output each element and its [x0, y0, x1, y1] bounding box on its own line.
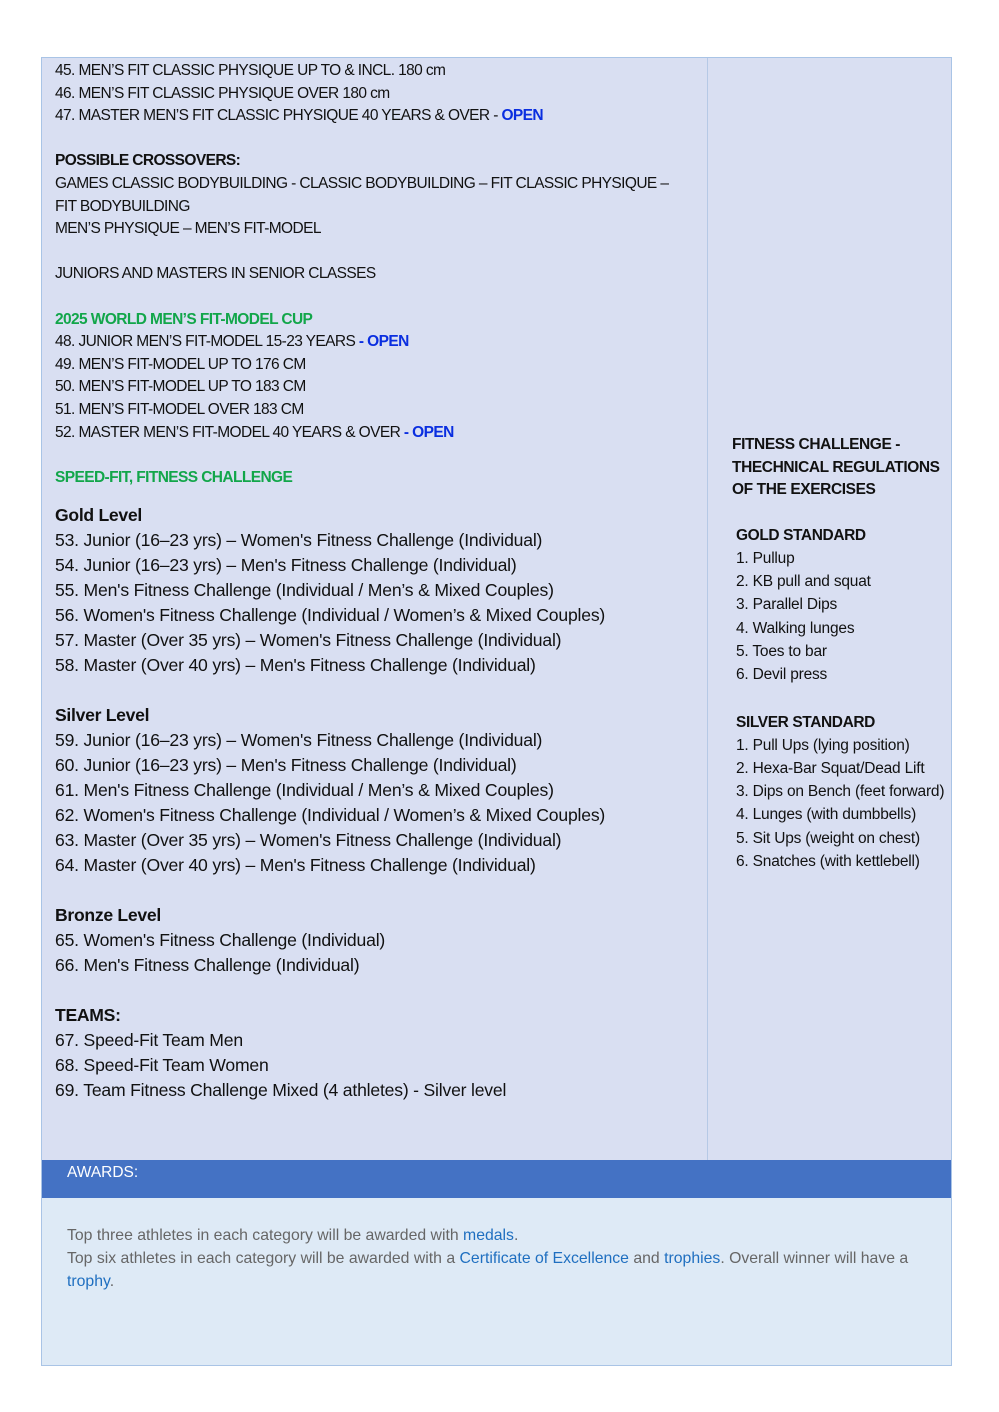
open-badge: OPEN	[501, 107, 543, 125]
crossover-line: FIT BODYBUILDING	[55, 197, 190, 215]
gold-standard-heading: GOLD STANDARD	[736, 526, 866, 544]
silver-exercise: 5. Sit Ups (weight on chest)	[736, 829, 920, 847]
category-60: 60. Junior (16–23 yrs) – Men's Fitness Challenge (Individual)	[55, 755, 517, 776]
awards-line-certificates	[67, 1247, 921, 1293]
awards-text: and	[628, 1250, 665, 1268]
gold-exercise: 6. Devil press	[736, 666, 828, 684]
category-64: 64. Master (Over 40 yrs) – Men's Fitness Challenge (Individual)	[55, 855, 536, 876]
certificate-link[interactable]: Certificate of Excellence	[459, 1250, 629, 1268]
category-text: 45. MEN’S FIT CLASSIC PHYSIQUE UP TO & INCL. 180 cm	[55, 62, 446, 79]
silver-standard-heading: SILVER STANDARD	[736, 713, 875, 731]
fit-model-heading: 2025 WORLD MEN’S FIT-MODEL CUP	[55, 310, 313, 328]
speedfit-heading: SPEED-FIT, FITNESS CHALLENGE	[55, 468, 293, 486]
awards-text: Top six athletes in each category will be awarded with a	[67, 1250, 460, 1268]
open-badge: - OPEN	[355, 333, 409, 351]
categories-document	[41, 57, 952, 1366]
category-54: 54. Junior (16–23 yrs) – Men's Fitness Challenge (Individual)	[55, 555, 517, 576]
category-53: 53. Junior (16–23 yrs) – Women's Fitness Challenge (Individual)	[55, 530, 543, 551]
trophy-link[interactable]: trophy	[67, 1273, 110, 1291]
regulations-heading-line: THECHNICAL REGULATIONS	[732, 458, 940, 476]
category-text: 48. JUNIOR MEN’S FIT-MODEL 15-23 YEARS	[55, 333, 356, 351]
category-66: 66. Men's Fitness Challenge (Individual)	[55, 955, 360, 976]
gold-exercise: 1. Pullup	[736, 549, 795, 567]
category-65: 65. Women's Fitness Challenge (Individual)	[55, 930, 386, 951]
category-49	[55, 354, 707, 377]
category-59: 59. Junior (16–23 yrs) – Women's Fitness Challenge (Individual)	[55, 730, 543, 751]
silver-exercise: 4. Lunges (with dumbbells)	[736, 806, 917, 824]
crossovers-heading: POSSIBLE CROSSOVERS:	[55, 152, 241, 170]
category-text: 46. MEN’S FIT CLASSIC PHYSIQUE OVER 180 cm	[55, 84, 390, 102]
trophies-link[interactable]: trophies	[664, 1250, 721, 1268]
category-62: 62. Women's Fitness Challenge (Individual / Women’s & Mixed Couples)	[55, 805, 606, 826]
awards-heading: AWARDS:	[67, 1164, 139, 1181]
juniors-masters-note: JUNIORS AND MASTERS IN SENIOR CLASSES	[55, 265, 376, 283]
category-56: 56. Women's Fitness Challenge (Individual / Women’s & Mixed Couples)	[55, 605, 606, 626]
category-52	[55, 422, 707, 445]
regulations-heading-line: FITNESS CHALLENGE -	[732, 436, 901, 453]
silver-exercise: 1. Pull Ups (lying position)	[736, 736, 910, 754]
category-55: 55. Men's Fitness Challenge (Individual / Men’s & Mixed Couples)	[55, 580, 554, 601]
silver-exercise: 2. Hexa-Bar Squat/Dead Lift	[736, 759, 925, 777]
category-67: 67. Speed-Fit Team Men	[55, 1030, 243, 1051]
category-51	[55, 399, 707, 422]
gold-level-heading: Gold Level	[55, 505, 142, 526]
category-68: 68. Speed-Fit Team Women	[55, 1055, 269, 1076]
awards-text: Top three athletes in each category will be awarded with	[67, 1227, 464, 1244]
awards-text: . Overall winner will have a	[720, 1250, 909, 1268]
medals-link[interactable]: medals	[463, 1227, 514, 1244]
category-48	[55, 331, 707, 354]
category-57: 57. Master (Over 35 yrs) – Women's Fitness Challenge (Individual)	[55, 630, 562, 651]
category-46	[55, 83, 707, 106]
open-badge: - OPEN	[400, 423, 454, 441]
teams-heading: TEAMS:	[55, 1005, 121, 1026]
awards-line-medals	[67, 1224, 921, 1247]
category-text: 50. MEN’S FIT-MODEL UP TO 183 CM	[55, 378, 306, 396]
category-69: 69. Team Fitness Challenge Mixed (4 athletes) - Silver level	[55, 1080, 507, 1101]
category-50	[55, 376, 707, 399]
awards-text: .	[109, 1273, 115, 1291]
silver-exercise: 3. Dips on Bench (feet forward)	[736, 783, 945, 801]
gold-exercise: 2. KB pull and squat	[736, 573, 871, 591]
category-63: 63. Master (Over 35 yrs) – Women's Fitness Challenge (Individual)	[55, 830, 562, 851]
silver-level-heading: Silver Level	[55, 705, 150, 726]
regulations-column	[708, 58, 951, 1160]
category-text: 49. MEN’S FIT-MODEL UP TO 176 CM	[55, 355, 306, 373]
crossover-line: GAMES CLASSIC BODYBUILDING - CLASSIC BODYBUILDING – FIT CLASSIC PHYSIQUE –	[55, 174, 669, 192]
silver-exercise: 6. Snatches (with kettlebell)	[736, 853, 920, 871]
category-text: 52. MASTER MEN’S FIT-MODEL 40 YEARS & OVER	[55, 423, 401, 441]
crossover-line: MEN’S PHYSIQUE – MEN’S FIT-MODEL	[55, 220, 321, 238]
category-text: 47. MASTER MEN’S FIT CLASSIC PHYSIQUE 40 YEARS & OVER -	[55, 107, 502, 125]
gold-exercise: 5. Toes to bar	[736, 642, 827, 660]
categories-table	[41, 57, 952, 1160]
regulations-heading-line: OF THE EXERCISES	[732, 481, 876, 499]
awards-header	[41, 1160, 952, 1198]
gold-exercise: 4. Walking lunges	[736, 619, 855, 637]
bronze-level-heading: Bronze Level	[55, 905, 161, 926]
category-45	[55, 60, 707, 83]
awards-section	[41, 1198, 952, 1366]
category-58: 58. Master (Over 40 yrs) – Men's Fitness Challenge (Individual)	[55, 655, 536, 676]
awards-text: .	[513, 1227, 519, 1244]
category-61: 61. Men's Fitness Challenge (Individual / Men’s & Mixed Couples)	[55, 780, 554, 801]
gold-exercise: 3. Parallel Dips	[736, 596, 838, 614]
category-text: 51. MEN’S FIT-MODEL OVER 183 CM	[55, 400, 304, 418]
category-47	[55, 105, 707, 128]
categories-column	[42, 58, 708, 1160]
